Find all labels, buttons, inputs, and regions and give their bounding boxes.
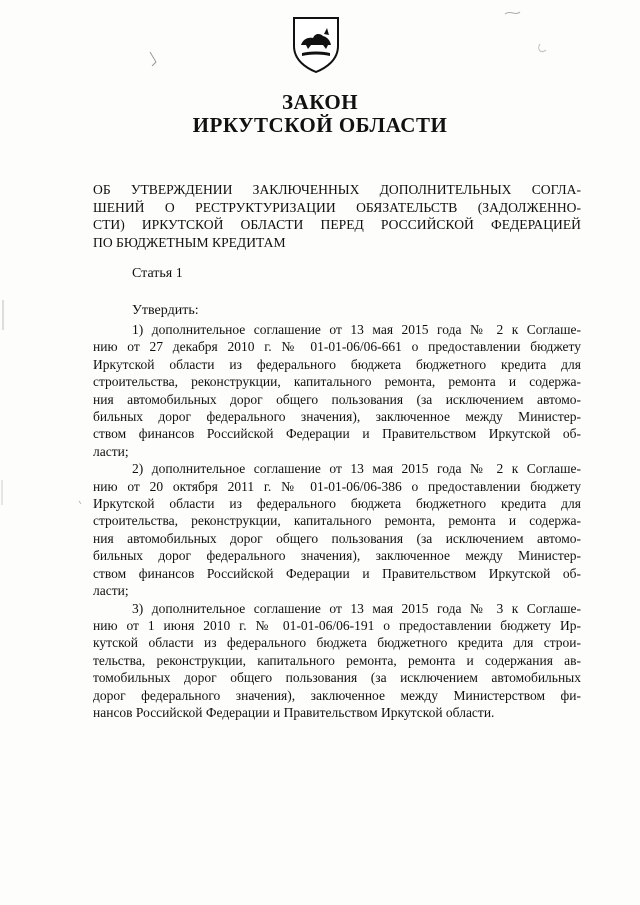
article-intro: Утвердить: xyxy=(132,303,199,318)
subject-line: ШЕНИЙ О РЕСТРУКТУРИЗАЦИИ ОБЯЗАТЕЛЬСТВ (ЗАДОЛЖЕННО- xyxy=(93,199,581,215)
item-1-line: ласти; xyxy=(93,443,129,459)
law-title: ЗАКОН xyxy=(281,90,359,114)
item-2-line: ния автомобильных дорог общего пользования (за исключением автомо- xyxy=(93,530,581,546)
item-2-line: бильных дорог федерального значения), заключенное между Министер- xyxy=(93,548,581,564)
item-1-line: нию от 27 декабря 2010 г. № 01-01-06/06-661 о предоставлении бюджету xyxy=(93,339,581,355)
subject-line: ПО БЮДЖЕТНЫМ КРЕДИТАМ xyxy=(93,234,286,250)
item-2-line: Иркутской области из федерального бюджета бюджетного кредита для xyxy=(93,496,581,512)
article-heading: Статья 1 xyxy=(132,266,183,281)
subject-line: СТИ) ИРКУТСКОЙ ОБЛАСТИ ПЕРЕД РОССИЙСКОЙ ФЕДЕРАЦИЕЙ xyxy=(93,217,581,232)
item-1-line: Иркутской области из федерального бюджета бюджетного кредита для xyxy=(93,356,581,372)
item-3-line: томобильных дорог общего пользования (за исключением автомобильных xyxy=(93,670,581,686)
item-2-line: ласти; xyxy=(93,583,129,599)
item-3-line: кутской области из федерального бюджета бюджетного кредита для строи- xyxy=(93,635,581,651)
item-1-line: ством финансов Российской Федерации и Правительством Иркутской об- xyxy=(93,426,581,442)
item-3-line: дорог федерального значения), заключенное между Министерством фи- xyxy=(93,687,581,703)
item-2-line: ством финансов Российской Федерации и Правительством Иркутской об- xyxy=(93,565,581,581)
item-3-line: 3) дополнительное соглашение от 13 мая 2015 года № 3 к Соглаше- xyxy=(132,600,581,616)
item-2-line: нию от 20 октября 2011 г. № 01-01-06/06-386 о предоставлении бюджету xyxy=(93,478,581,494)
item-3-line: нию от 1 июня 2010 г. № 01-01-06/06-191 о предоставлении бюджету Ир- xyxy=(93,617,581,633)
item-2-line: 2) дополнительное соглашение от 13 мая 2015 года № 2 к Соглаше- xyxy=(132,461,581,477)
item-1-line: строительства, реконструкции, капитального ремонта, ремонта и содержа- xyxy=(93,374,581,390)
item-2-line: строительства, реконструкции, капитального ремонта, ремонта и содержа- xyxy=(93,513,581,529)
item-3-line: нансов Российской Федерации и Правительством Иркутской области. xyxy=(93,704,495,720)
item-1-line: ния автомобильных дорог общего пользования (за исключением автомо- xyxy=(93,391,581,407)
subject-line: ОБ УТВЕРЖДЕНИИ ЗАКЛЮЧЕННЫХ ДОПОЛНИТЕЛЬНЫХ СОГЛА- xyxy=(93,182,581,197)
item-1-line: 1) дополнительное соглашение от 13 мая 2015 года № 2 к Соглаше- xyxy=(132,322,581,337)
item-1-line: бильных дорог федерального значения), заключенное между Министер- xyxy=(93,409,581,425)
law-region-title: ИРКУТСКОЙ ОБЛАСТИ xyxy=(192,113,448,137)
item-3-line: тельства, реконструкции, капитального ремонта, ремонта и содержания ав- xyxy=(93,652,581,668)
